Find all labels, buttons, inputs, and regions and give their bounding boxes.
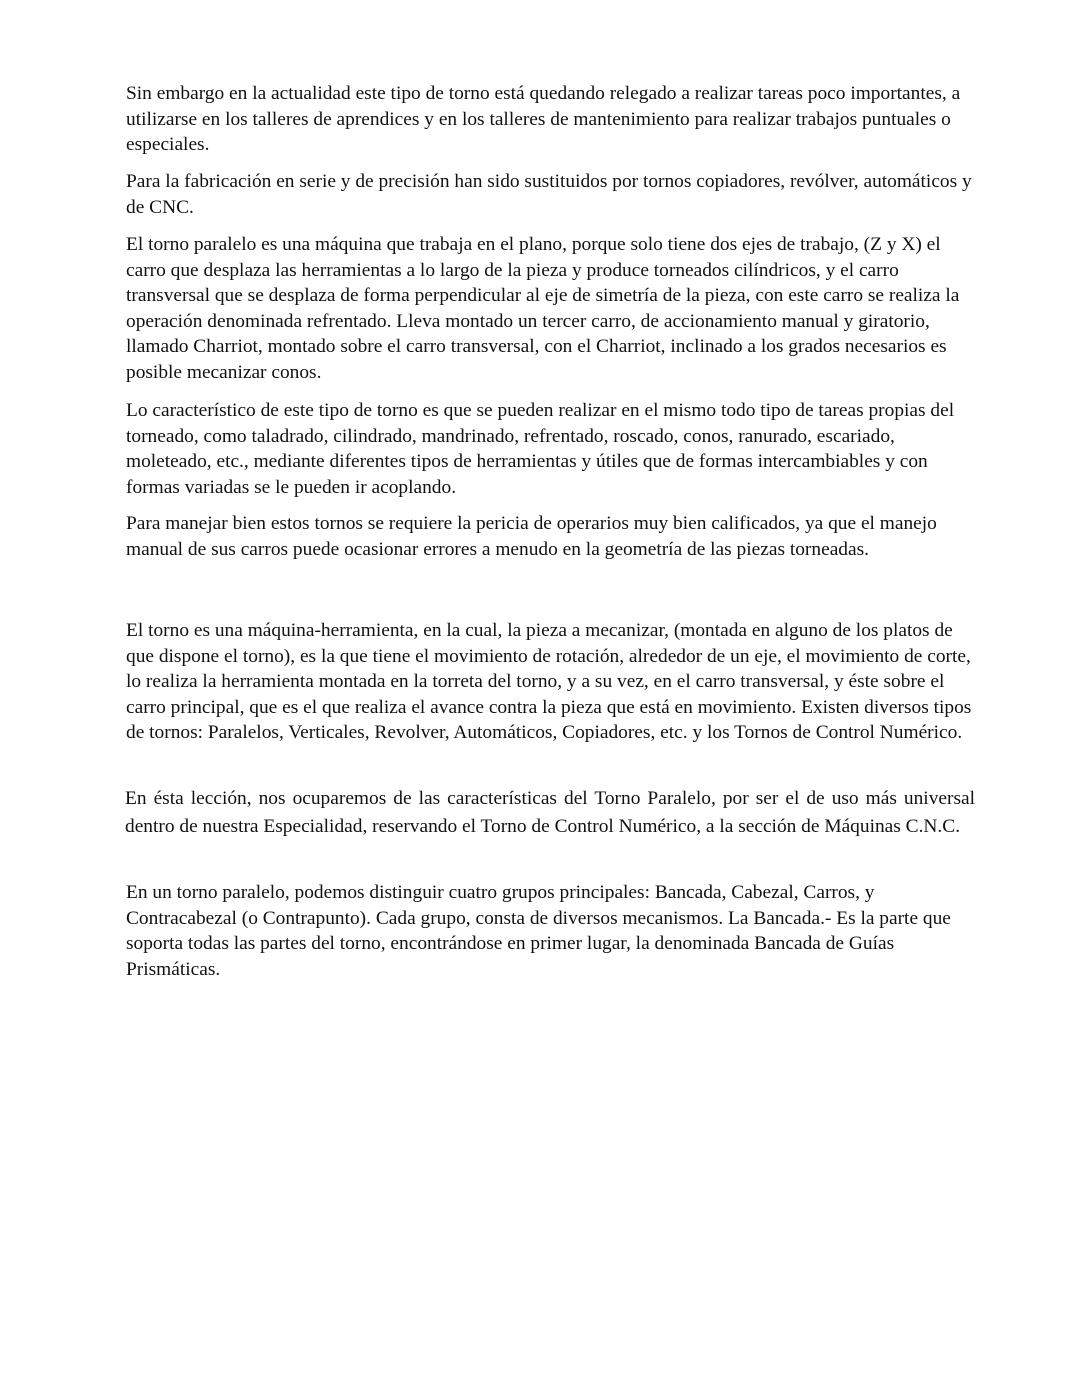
paragraph-5: Para manejar bien estos tornos se requiere la pericia de operarios muy bien calificados, ya que el manejo manual de sus carros puede ocasionar errores a menudo en la geometría de las piezas torneadas. bbox=[126, 513, 937, 560]
paragraph-2: Para la fabricación en serie y de precisión han sido sustituidos por tornos copiadores, revólver, automáticos y de CNC. bbox=[126, 171, 972, 218]
paragraph-3: El torno paralelo es una máquina que trabaja en el plano, porque solo tiene dos ejes de trabajo, (Z y X) el carro que desplaza las herramientas a lo largo de la pieza y produce torneados cilíndricos, y el carro transversal que se desplaza de forma perpendicular al eje de simetría de la pieza, con este carro se realiza la operación denominada refrentado. Lleva montado un tercer carro, de accionamiento manual y giratorio, llamado Charriot, montado sobre el carro transversal, con el Charriot, inclinado a los grados necesarios es posible mecanizar conos. bbox=[126, 234, 960, 383]
paragraph-4: Lo característico de este tipo de torno es que se pueden realizar en el mismo todo tipo de tareas propias del torneado, como taladrado, cilindrado, mandrinado, refrentado, roscado, conos, ranurado, escariado, moleteado, etc., mediante diferentes tipos de herramientas y útiles que de formas intercambiables y con formas variadas se le pueden ir acoplando. bbox=[126, 400, 955, 498]
paragraph-7: En ésta lección, nos ocuparemos de las características del Torno Paralelo, por ser el de uso más universal dentro de nuestra Especialidad, reservando el Torno de Control Numérico, a la sección de Máquinas C.N.C. bbox=[125, 788, 975, 837]
paragraph-6: El torno es una máquina-herramienta, en la cual, la pieza a mecanizar, (montada en alguno de los platos de que dispone el torno), es la que tiene el movimiento de rotación, alrededor de un eje, el movimiento de corte, lo realiza la herramienta montada en la torreta del torno, y a su vez, en el carro transversal, y éste sobre el carro principal, que es el que realiza el avance contra la pieza que está en movimiento. Existen diversos tipos de tornos: Paralelos, Verticales, Revolver, Automáticos, Copiadores, etc. y los Tornos de Control Numérico. bbox=[126, 620, 972, 743]
paragraph-1: Sin embargo en la actualidad este tipo de torno está quedando relegado a realizar tareas poco importantes, a utilizarse en los talleres de aprendices y en los talleres de mantenimiento para realizar trabajos puntuales o especiales. bbox=[126, 83, 961, 155]
paragraph-8: En un torno paralelo, podemos distinguir cuatro grupos principales: Bancada, Cabezal, Carros, y Contracabezal (o Contrapunto). Cada grupo, consta de diversos mecanismos. La Bancada.- Es la parte que soporta todas las partes del torno, encontrándose en primer lugar, la denominada Bancada de Guías Prismáticas. bbox=[126, 882, 951, 980]
